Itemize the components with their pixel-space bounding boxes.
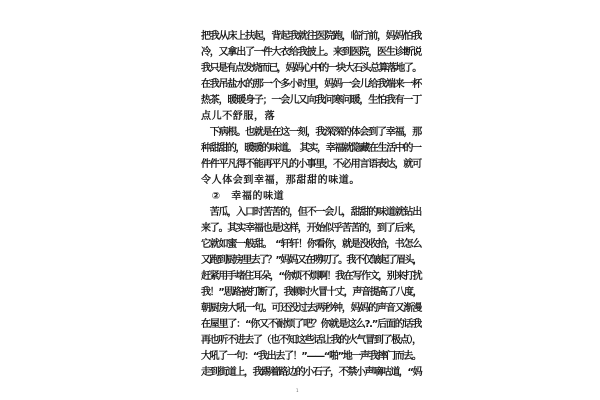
text-line: 在我吊盐水的那一个多小时里，妈妈一会儿给我端来一杯 bbox=[201, 79, 421, 90]
text-line: 走到街道上，我踢着路边的小石子，不禁小声嘀咕道，“妈 bbox=[201, 367, 422, 378]
text-line: 件件平凡得不能再平凡的小事里，不必用言语表达，就可 bbox=[201, 159, 421, 170]
page-number: 1 bbox=[296, 388, 299, 393]
text-line: 冷，又拿出了一件大衣给我披上。来到医院，医生诊断说 bbox=[201, 47, 421, 58]
text-line: 再也听不进去了（也不知这些话让我的火气冒到了极点）， bbox=[201, 335, 421, 346]
text-line: 又跑到厨房里去了？”妈妈又在唠叨了。我不仅皱起了眉头， bbox=[201, 255, 421, 266]
text-line: 我只是有点发烧而已，妈妈心中的一块大石头总算落地了。 bbox=[201, 63, 421, 74]
text-line: 大吼了一句：“我出去了！”——“啪”地一声我摔门而去。 bbox=[201, 351, 421, 362]
text-line: 来了。其实幸福也是这样，开始似乎苦苦的，到了后来， bbox=[201, 223, 421, 234]
text-line: 朝厨房大吼一句。可还没过去两秒钟，妈妈的声音又渐漫 bbox=[201, 303, 421, 314]
text-line: 令人体会到幸福，那甜甜的味道。 bbox=[201, 175, 360, 186]
text-line: 赶紧用手堵住耳朵，“你烦不烦啊！我在写作文，别来打扰 bbox=[201, 271, 422, 282]
section-heading: ② 幸福的味道 bbox=[201, 191, 285, 202]
text-line: 种甜甜的，暖暖的味道。 其实，幸福就隐藏在生活中的一 bbox=[201, 143, 421, 154]
text-line: 下病根。也就是在这一刻，我深深的体会到了幸福，那 bbox=[201, 127, 421, 138]
text-line: 在屋里了：“你又不耐烦了吧？你就是这么?.”后面的话我 bbox=[201, 319, 422, 330]
text-line: 它就如蜜一般甜。 “轩轩！你看你，就是没收拾，书怎么 bbox=[201, 239, 422, 250]
text-line: 把我从床上扶起，背起我就往医院跑，临行前，妈妈怕我 bbox=[201, 31, 421, 42]
text-line: 点儿不舒服，落 bbox=[201, 111, 276, 122]
text-line: 我！”思路被打断了，我顿时火冒十丈，声音提高了八度， bbox=[201, 287, 422, 298]
text-line: 热茶，暖暖身子；一会儿又向我问寒问暖，生怕我有一丁 bbox=[201, 95, 421, 106]
text-line: 苦瓜，入口时苦苦的，但不一会儿，甜甜的味道就钻出 bbox=[201, 207, 421, 218]
